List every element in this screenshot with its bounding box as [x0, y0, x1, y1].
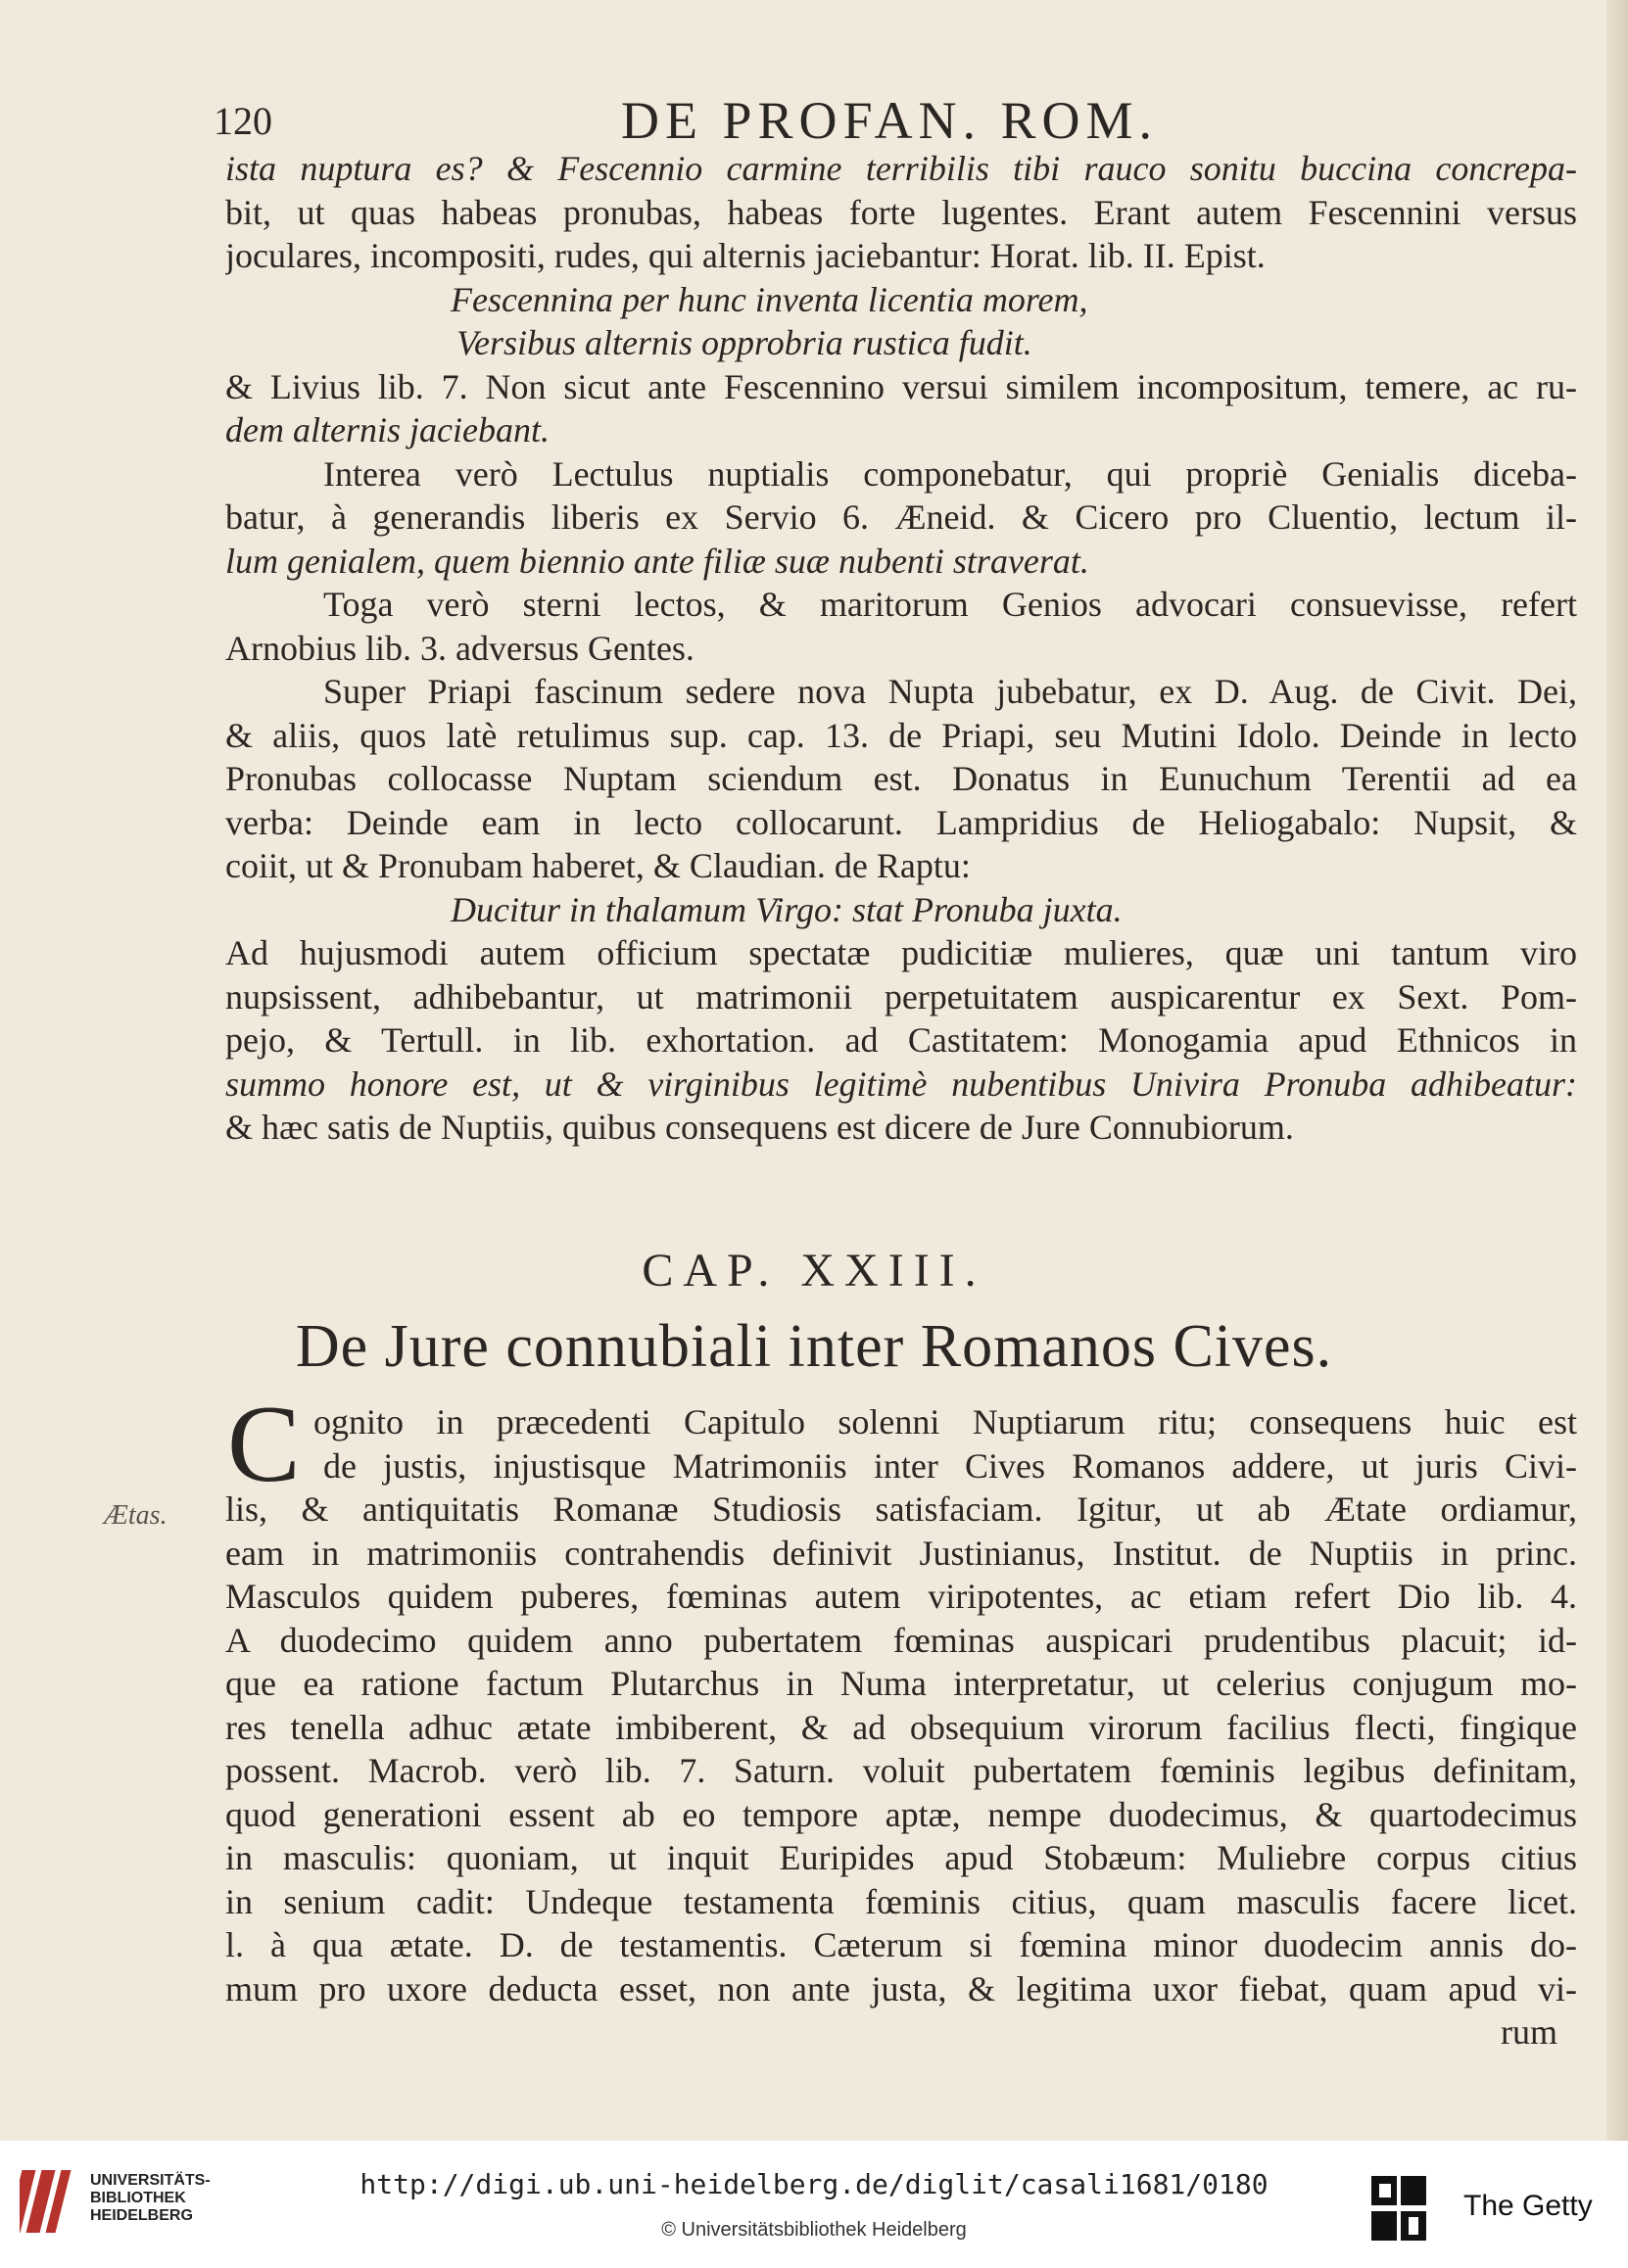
text-line: Arnobius lib. 3. adversus Gentes.: [225, 628, 694, 668]
library-name-line: BIBLIOTHEK: [90, 2190, 186, 2206]
text-block-top: [225, 147, 1577, 1150]
page-header: [214, 90, 1565, 149]
permalink-url[interactable]: http://digi.ub.uni-heidelberg.de/diglit/casali1681/0180: [359, 2168, 1269, 2200]
text-line: que ea ratione factum Plutarchus in Numa interpretatur, ut celerius conjugum mo-: [225, 1664, 1577, 1703]
text-line: l. à qua ætate. D. de testamentis. Cæterum si fœmina minor duodecim annis do-: [225, 1925, 1577, 1964]
running-title: DE PROFAN. ROM.: [620, 91, 1159, 150]
text-line: Toga verò sterni lectos, & maritorum Genios advocari consuevisse, refert: [323, 585, 1577, 624]
margin-note: Ætas.: [104, 1500, 168, 1531]
text-line: lum genialem, quem biennio ante filiæ suæ nubenti straverat.: [225, 541, 1089, 581]
verse-line: Versibus alternis opprobria rustica fudit.: [456, 323, 1032, 362]
getty-logo-icon[interactable]: [1369, 2174, 1428, 2243]
text-line: verba: Deinde eam in lecto collocarunt. Lampridius de Heliogabalo: Nupsit, &: [225, 802, 1577, 842]
text-line: in masculis: quoniam, ut inquit Euripides apud Stobæum: Muliebre corpus citius: [225, 1838, 1577, 1877]
text-line: & Livius lib. 7. Non sicut ante Fescennino versui similem incompositum, temere, ac ru-: [225, 366, 1577, 406]
text-line: lis, & antiquitatis Romanæ Studiosis satisfaciam. Igitur, ut ab Ætate ordiamur,: [225, 1489, 1577, 1529]
text-line: coiit, ut & Pronubam haberet, & Claudian. de Raptu:: [225, 846, 971, 885]
text-line: A duodecimo quidem anno pubertatem fœminas auspicari prudentibus placuit; id-: [225, 1620, 1577, 1660]
text-line: dem alternis jaciebant.: [225, 410, 550, 449]
page-edge: [1606, 0, 1628, 2141]
text-line: de justis, injustisque Matrimoniis inter Cives Romanos addere, ut juris Civi-: [323, 1445, 1577, 1486]
verse-line: Ducitur in thalamum Virgo: stat Pronuba juxta.: [451, 889, 1123, 929]
text-line: Super Priapi fascinum sedere nova Nupta jubebatur, ex D. Aug. de Civit. Dei,: [323, 672, 1577, 711]
catchword: rum: [1501, 2012, 1557, 2052]
text-line: quod generationi essent ab eo tempore aptæ, nempe duodecimus, & quartodecimus: [225, 1794, 1577, 1834]
text-line: & hæc satis de Nuptiis, quibus consequens est dicere de Jure Connubiorum.: [225, 1108, 1294, 1147]
text-line: Masculos quidem puberes, fœminas autem viripotentes, ac etiam refert Dio lib. 4.: [225, 1577, 1577, 1616]
library-name-line: HEIDELBERG: [90, 2207, 193, 2224]
text-line: Pronubas collocasse Nuptam sciendum est. Donatus in Eunuchum Terentii ad ea: [225, 759, 1577, 798]
library-name-line: UNIVERSITÄTS-: [90, 2172, 211, 2189]
getty-name: The Getty: [1463, 2190, 1593, 2222]
verse-line: Fescennina per hunc inventa licentia morem,: [451, 279, 1088, 319]
chapter-label: CAP. XXIII.: [642, 1245, 986, 1297]
text-line: joculares, incompositi, rudes, qui alternis jaciebantur: Horat. lib. II. Epist.: [225, 236, 1266, 275]
text-line: pejo, & Tertull. in lib. exhortation. ad Castitatem: Monogamia apud Ethnicos in: [225, 1020, 1577, 1060]
text-line: bit, ut quas habeas pronubas, habeas forte lugentes. Erant autem Fescennini versus: [225, 192, 1577, 232]
text-line: batur, à generandis liberis ex Servio 6. Æneid. & Cicero pro Cluentio, lectum il-: [225, 497, 1577, 537]
text-block-chapter: [225, 1400, 1577, 2055]
text-line: summo honore est, ut & virginibus legitimè nubentibus Univira Pronuba adhibeatur:: [225, 1063, 1577, 1104]
text-line: nupsissent, adhibebantur, ut matrimonii perpetuitatem auspicarentur ex Sext. Pom-: [225, 976, 1577, 1016]
text-line: in senium cadit: Undeque testamenta fœminis citius, quam masculis facere licet.: [225, 1881, 1577, 1921]
text-line: eam in matrimoniis contrahendis definivit Justinianus, Institut. de Nuptiis in princ.: [225, 1533, 1577, 1573]
text-line: ognito in præcedenti Capitulo solenni Nuptiarum ritu; consequens huic est: [313, 1402, 1577, 1441]
text-line: ista nuptura es? & Fescennio carmine terribilis tibi rauco sonitu buccina concrepa-: [225, 149, 1577, 188]
text-line: res tenella adhuc ætate imbiberent, & ad obsequium virorum facilius flecti, fingique: [225, 1707, 1577, 1747]
text-line: Ad hujusmodi autem officium spectatæ pudicitiæ mulieres, quæ uni tantum viro: [225, 933, 1577, 972]
text-line: mum pro uxore deducta esset, non ante justa, & legitima uxor fiebat, quam apud vi-: [225, 1968, 1577, 2008]
text-line: & aliis, quos latè retulimus sup. cap. 13. de Priapi, seu Mutini Idolo. Deinde in lecto: [225, 715, 1577, 755]
text-line: Interea verò Lectulus nuptialis componebatur, qui propriè Genialis diceba-: [323, 453, 1577, 494]
footer-bar: [0, 2141, 1628, 2268]
chapter-title: De Jure connubiali inter Romanos Cives.: [295, 1313, 1333, 1380]
text-line: possent. Macrob. verò lib. 7. Saturn. voluit pubertatem fœminis legibus definitam,: [225, 1751, 1577, 1790]
copyright-notice: © Universitätsbibliothek Heidelberg: [661, 2219, 967, 2241]
page-number: 120: [214, 99, 272, 143]
drop-cap: C: [227, 1384, 301, 1505]
